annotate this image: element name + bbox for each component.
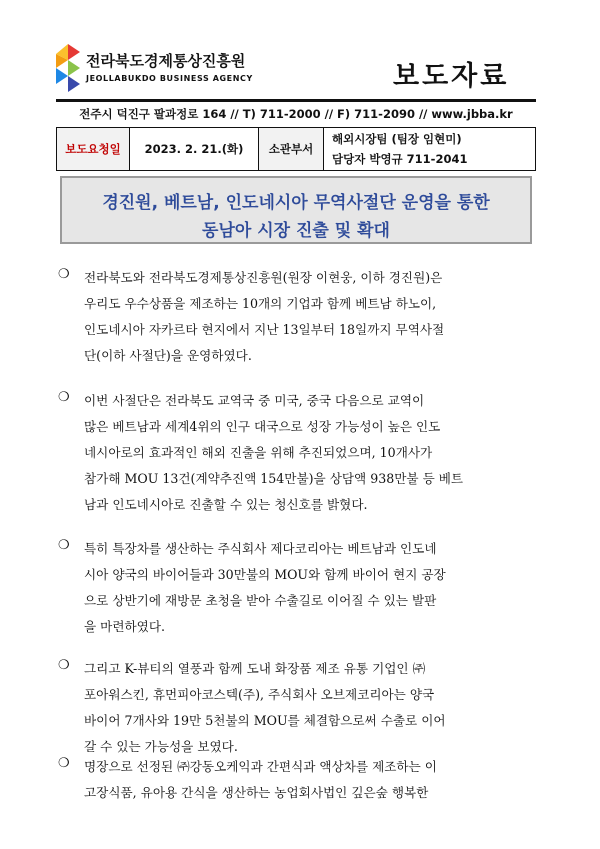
department-contact: 담당자 박영규 711-2041 (332, 152, 468, 166)
bullet-marker: ❍ (58, 390, 70, 405)
agency-logo-mark-icon (56, 44, 80, 96)
paragraph-line: 전라북도와 전라북도경제통상진흥원(원장 이현웅, 이하 경진원)은 (84, 270, 443, 285)
department-team: 해외시장팀 (팀장 임현미) (332, 132, 462, 146)
paragraph-line: 우리도 우수상품을 제조하는 10개의 기업과 함께 베트남 하노이, (84, 296, 437, 311)
bullet-marker: ❍ (58, 658, 70, 673)
paragraph-line: 이번 사절단은 전라북도 교역국 중 미국, 중국 다음으로 교역이 (84, 393, 425, 408)
headline-line-2: 동남아 시장 진출 및 확대 (202, 221, 390, 241)
org-name: 전라북도경제통상진흥원 (86, 52, 246, 70)
paragraph-line: 고장식품, 유아용 간식을 생산하는 농업회사법인 깊은숲 행복한 (84, 785, 429, 800)
paragraph-line: 시아 양국의 바이어들과 30만불의 MOU와 함께 바이어 현지 공장 (84, 567, 446, 582)
document-type-title: 보도자료 (393, 61, 510, 92)
headline-box (60, 176, 532, 244)
paragraph-line: 특히 특장차를 생산하는 주식회사 제다코리아는 베트남과 인도네 (84, 541, 437, 556)
header-divider (56, 99, 536, 102)
paragraph-line: 많은 베트남과 세계4위의 인구 대국으로 성장 가능성이 높은 인도 (84, 419, 441, 434)
paragraph-line: 을 마련하였다. (84, 619, 165, 634)
paragraph-line: 인도네시아 자카르타 현지에서 지난 13일부터 18일까지 무역사절 (84, 322, 445, 337)
headline-line-1: 경진원, 베트남, 인도네시아 무역사절단 운영을 통한 (102, 193, 490, 213)
paragraph-line: 남과 인도네시아로 진출할 수 있는 청신호를 밝혔다. (84, 497, 368, 512)
bullet-marker: ❍ (58, 538, 70, 553)
paragraph-line: 갈 수 있는 가능성을 보였다. (84, 739, 238, 754)
request-date-label: 보도요청일 (57, 128, 130, 171)
paragraph-line: 포아워스킨, 휴먼피아코스텍(주), 주식회사 오브제코리아는 양국 (84, 687, 435, 702)
department-value (324, 128, 536, 171)
paragraph-line: 네시아로의 효과적인 해외 진출을 위해 추진되었으며, 10개사가 (84, 445, 433, 460)
paragraph-line: 바이어 7개사와 19만 5천불의 MOU를 체결함으로써 수출로 이어 (84, 713, 446, 728)
paragraph-line: 단(이하 사절단)을 운영하였다. (84, 348, 252, 363)
bullet-marker: ❍ (58, 756, 70, 771)
paragraph-line: 그리고 K-뷰티의 열풍과 함께 도내 화장품 제조 유통 기업인 ㈜ (84, 661, 426, 676)
org-name-english: JEOLLABUKDO BUSINESS AGENCY (86, 74, 253, 83)
department-label: 소관부서 (259, 128, 324, 171)
request-date-value: 2023. 2. 21.(화) (130, 128, 259, 171)
paragraph-line: 명장으로 선정된 ㈜강동오케익과 간편식과 액상차를 제조하는 이 (84, 759, 437, 774)
release-info-table (56, 127, 536, 171)
agency-logo (56, 44, 286, 96)
contact-info-line: 전주시 덕진구 팔과정로 164 // T) 711-2000 // F) 711-2090 // www.jbba.kr (79, 107, 513, 121)
bullet-marker: ❍ (58, 267, 70, 282)
paragraph-line: 으로 상반기에 재방문 초청을 받아 수출길로 이어질 수 있는 발판 (84, 593, 437, 608)
paragraph-line: 참가해 MOU 13건(계약추진액 154만불)을 상담액 938만불 등 베트 (84, 471, 464, 486)
